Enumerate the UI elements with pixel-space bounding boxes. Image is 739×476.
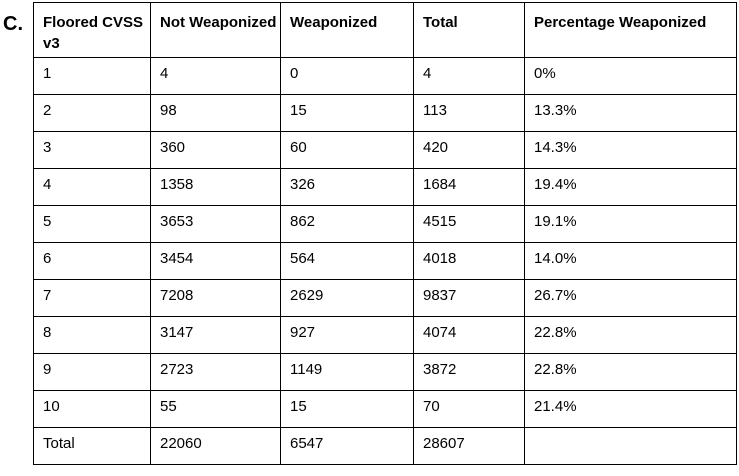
table-body xyxy=(34,58,737,465)
cvss-weaponization-table xyxy=(33,2,737,465)
cell-total: 4515 xyxy=(414,206,525,243)
cell-total: 3872 xyxy=(414,354,525,391)
cell-not-weaponized: 4 xyxy=(151,58,281,95)
cell-weaponized: 15 xyxy=(281,95,414,132)
cell-weaponized: 60 xyxy=(281,132,414,169)
cell-percentage: 14.0% xyxy=(525,243,737,280)
cell-percentage: 14.3% xyxy=(525,132,737,169)
table-row xyxy=(34,95,737,132)
cell-not-weaponized: 1358 xyxy=(151,169,281,206)
cell-weaponized: 2629 xyxy=(281,280,414,317)
cell-percentage: 13.3% xyxy=(525,95,737,132)
cell-cvss: 7 xyxy=(34,280,151,317)
cell-weaponized: 862 xyxy=(281,206,414,243)
cell-total: 4074 xyxy=(414,317,525,354)
cell-total: 4 xyxy=(414,58,525,95)
cell-percentage: 19.4% xyxy=(525,169,737,206)
header-row xyxy=(34,3,737,58)
cell-percentage: 26.7% xyxy=(525,280,737,317)
cell-percentage: 22.8% xyxy=(525,354,737,391)
cell-total: 70 xyxy=(414,391,525,428)
cell-not-weaponized: 22060 xyxy=(151,428,281,465)
cell-total: 113 xyxy=(414,95,525,132)
cell-not-weaponized: 3454 xyxy=(151,243,281,280)
table-header xyxy=(34,3,737,58)
cell-total: 28607 xyxy=(414,428,525,465)
table-row xyxy=(34,243,737,280)
cell-not-weaponized: 2723 xyxy=(151,354,281,391)
header-floored-cvss: Floored CVSS v3 xyxy=(34,3,151,58)
cell-weaponized: 0 xyxy=(281,58,414,95)
header-percentage-weaponized: Percentage Weaponized xyxy=(525,3,737,58)
header-total: Total xyxy=(414,3,525,58)
cell-weaponized: 15 xyxy=(281,391,414,428)
cell-cvss: 1 xyxy=(34,58,151,95)
cell-weaponized: 6547 xyxy=(281,428,414,465)
cell-percentage xyxy=(525,428,737,465)
cell-not-weaponized: 3653 xyxy=(151,206,281,243)
cell-percentage: 19.1% xyxy=(525,206,737,243)
cell-cvss: 6 xyxy=(34,243,151,280)
cell-cvss: 3 xyxy=(34,132,151,169)
cell-weaponized: 564 xyxy=(281,243,414,280)
cell-cvss: 8 xyxy=(34,317,151,354)
cell-not-weaponized: 55 xyxy=(151,391,281,428)
header-not-weaponized: Not Weaponized xyxy=(151,3,281,58)
table-row xyxy=(34,391,737,428)
panel-label: C. xyxy=(3,13,23,35)
cell-percentage: 21.4% xyxy=(525,391,737,428)
table-row xyxy=(34,169,737,206)
cell-weaponized: 326 xyxy=(281,169,414,206)
cell-percentage: 0% xyxy=(525,58,737,95)
cell-cvss: 9 xyxy=(34,354,151,391)
table-row xyxy=(34,280,737,317)
cell-not-weaponized: 3147 xyxy=(151,317,281,354)
cell-total: 4018 xyxy=(414,243,525,280)
cell-total: 420 xyxy=(414,132,525,169)
table-row xyxy=(34,132,737,169)
cell-cvss: 5 xyxy=(34,206,151,243)
table-row xyxy=(34,317,737,354)
header-weaponized: Weaponized xyxy=(281,3,414,58)
cell-total: 9837 xyxy=(414,280,525,317)
cell-total-label: Total xyxy=(34,428,151,465)
cell-weaponized: 1149 xyxy=(281,354,414,391)
cell-percentage: 22.8% xyxy=(525,317,737,354)
cell-not-weaponized: 7208 xyxy=(151,280,281,317)
cell-not-weaponized: 98 xyxy=(151,95,281,132)
cell-total: 1684 xyxy=(414,169,525,206)
table-row xyxy=(34,354,737,391)
cell-not-weaponized: 360 xyxy=(151,132,281,169)
table-total-row xyxy=(34,428,737,465)
cell-cvss: 2 xyxy=(34,95,151,132)
cell-cvss: 4 xyxy=(34,169,151,206)
cell-cvss: 10 xyxy=(34,391,151,428)
cell-weaponized: 927 xyxy=(281,317,414,354)
table-row xyxy=(34,58,737,95)
table-row xyxy=(34,206,737,243)
